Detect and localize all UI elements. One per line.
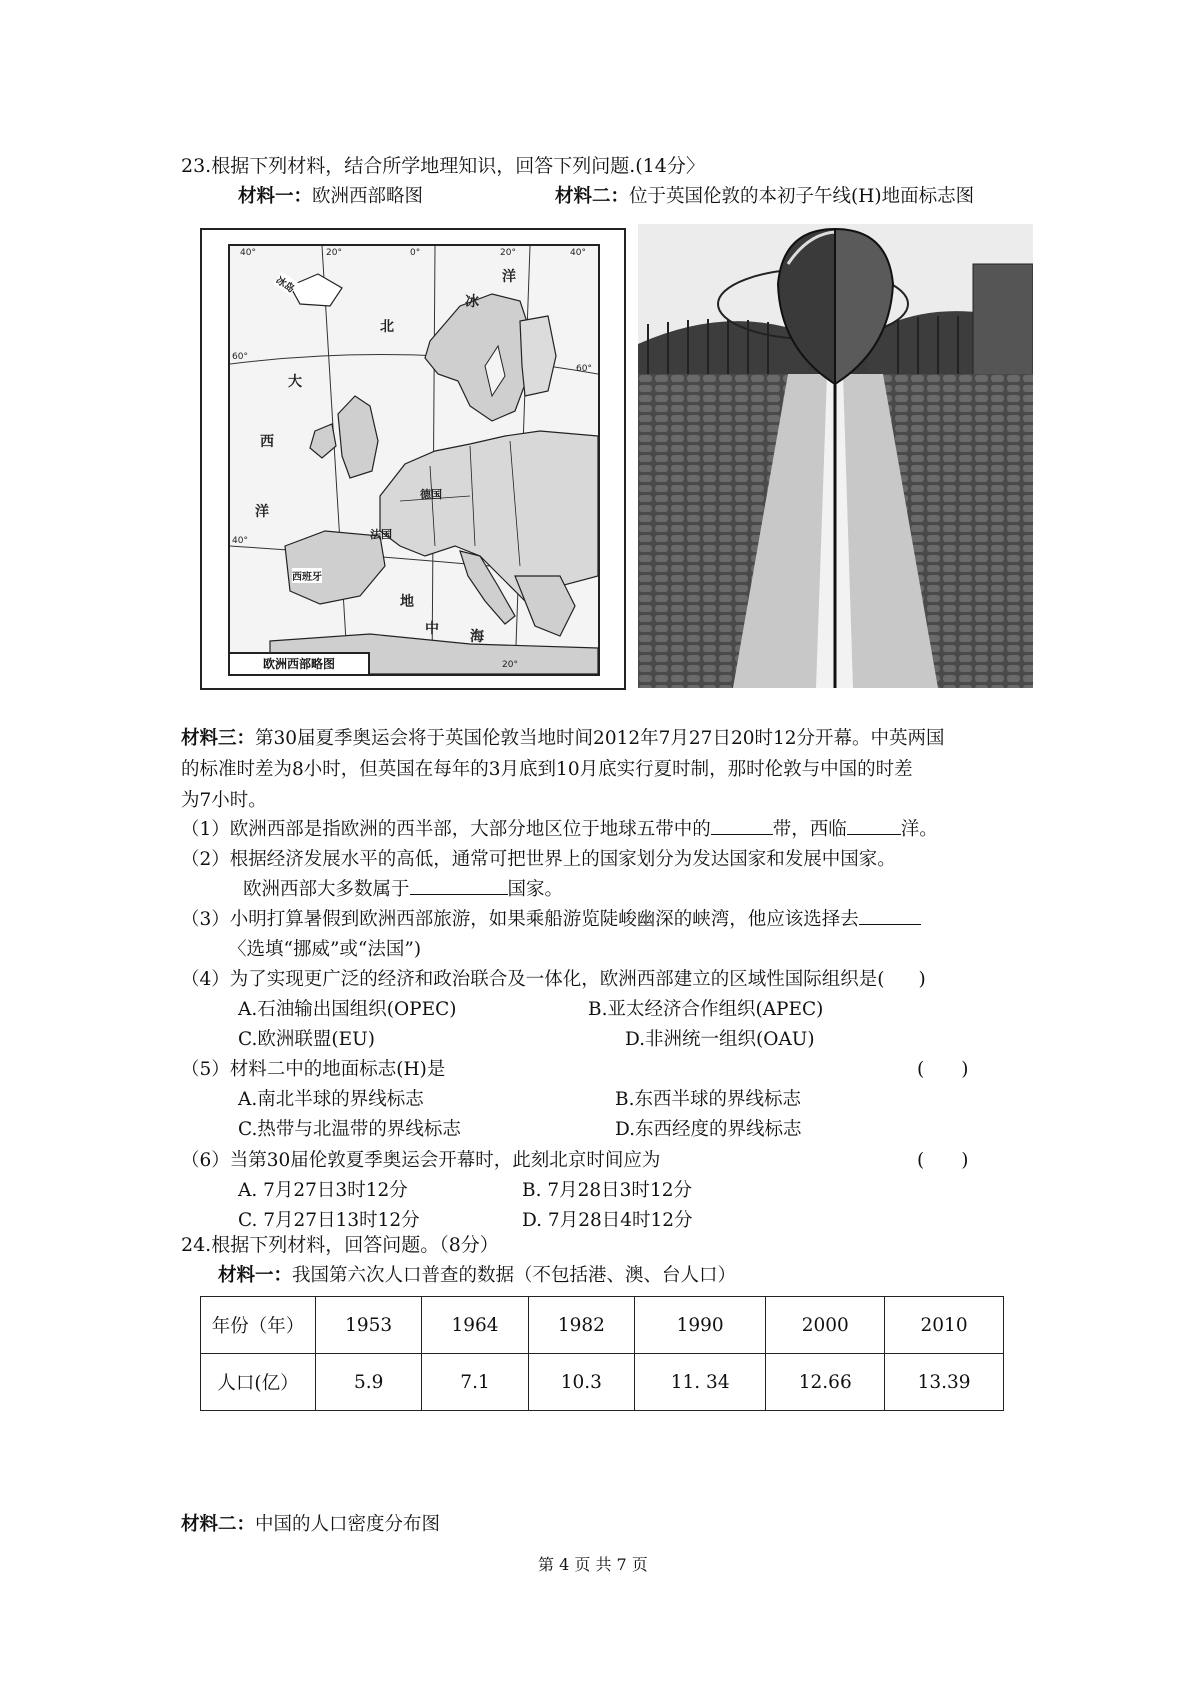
table-cell-year: 2010 <box>885 1297 1004 1354</box>
map-label-hai: 海 <box>470 629 484 645</box>
table-cell-year: 1964 <box>422 1297 528 1354</box>
map-label-zhong: 中 <box>425 621 439 637</box>
question-6-option-d[interactable]: D. 7月28日4时12分 <box>522 1210 693 1231</box>
answer-blank-destination[interactable] <box>859 906 921 925</box>
table-cell-population: 5.9 <box>316 1354 422 1411</box>
question-23-title: 23.根据下列材料，结合所学地理知识，回答下列问题.(14分〉 <box>181 155 705 177</box>
q24-material1-caption <box>218 1261 736 1287</box>
question-4-option-a[interactable]: A.石油输出国组织(OPEC) <box>238 999 457 1020</box>
question-6-option-a[interactable]: A. 7月27日3时12分 <box>238 1180 408 1201</box>
question-2-line-2 <box>243 875 563 901</box>
question-6-option-c[interactable]: C. 7月27日13时12分 <box>238 1210 420 1231</box>
question-1-text-b: 带，西临 <box>772 819 847 840</box>
material3-line-3: 为7小时。 <box>181 790 267 811</box>
table-cell-population: 13.39 <box>885 1354 1004 1411</box>
q24-material2-label: 材料二： <box>181 1514 256 1535</box>
map-degree-9: 20° <box>502 660 518 670</box>
table-cell-population: 11. 34 <box>635 1354 766 1411</box>
map-label-di: 地 <box>400 594 414 610</box>
map-label-yang-north: 洋 <box>502 269 516 285</box>
map-degree-4: 40° <box>570 248 586 258</box>
table-cell-year: 2000 <box>766 1297 885 1354</box>
question-6-stem: （6）当第30届伦敦夏季奥运会开幕时，此刻北京时间应为 <box>181 1150 661 1171</box>
material2-caption <box>555 182 974 208</box>
material1-label: 材料一： <box>238 186 313 207</box>
material2-label: 材料二： <box>555 186 630 207</box>
question-4-stem-text: （4）为了实现更广泛的经济和政治联合及一体化，欧洲西部建立的区域性国际组织是( <box>181 969 885 990</box>
map-label-bei: 北 <box>380 319 394 335</box>
table-header-population: 人口(亿） <box>201 1354 316 1411</box>
population-table <box>200 1296 1004 1411</box>
map-drawing <box>230 246 598 674</box>
question-1 <box>181 815 938 841</box>
question-4-option-c[interactable]: C.欧洲联盟(EU) <box>238 1029 375 1050</box>
answer-blank-ocean[interactable] <box>847 816 901 835</box>
map-label-germany: 德国 <box>420 488 442 501</box>
map-degree-7: 40° <box>232 536 248 546</box>
table-cell-population: 7.1 <box>422 1354 528 1411</box>
map-degree-1: 20° <box>326 248 342 258</box>
western-europe-map <box>228 244 600 676</box>
answer-blank-zone[interactable] <box>711 816 773 835</box>
question-3-line-2: 〈选填“挪威”或“法国”) <box>228 939 422 960</box>
material2-text: 位于英国伦敦的本初子午线(H)地面标志图 <box>629 186 975 207</box>
prime-meridian-marker-photo <box>638 224 1033 688</box>
meridian-photo-drawing <box>638 224 1033 688</box>
answer-paren-q6[interactable]: ( ) <box>917 1150 969 1171</box>
question-5-option-d[interactable]: D.东西经度的界线标志 <box>615 1119 802 1140</box>
page-footer: 第 4 页 共 7 页 <box>538 1555 648 1574</box>
material1-caption <box>238 182 423 208</box>
question-24-title: 24.根据下列材料，回答问题。（8分） <box>181 1234 499 1256</box>
material3-label: 材料三： <box>181 728 256 749</box>
map-label-yang-atlantic: 洋 <box>255 504 269 520</box>
question-4-option-b[interactable]: B.亚太经济合作组织(APEC) <box>588 999 824 1020</box>
table-row-years <box>201 1297 1004 1354</box>
question-4-option-d[interactable]: D.非洲统一组织(OAU) <box>625 1029 815 1050</box>
table-cell-year: 1990 <box>635 1297 766 1354</box>
q24-material2-caption <box>181 1510 440 1536</box>
map-label-iceland: 冰岛 <box>274 272 299 296</box>
question-4-paren-close: ) <box>918 969 926 990</box>
table-cell-population: 10.3 <box>528 1354 634 1411</box>
material3-text-1: 第30届夏季奥运会将于英国伦敦当地时间2012年7月27日20时12分开幕。中英两国 <box>255 728 945 749</box>
question-2-text-a: 欧洲西部大多数属于 <box>243 879 410 900</box>
map-degree-3: 20° <box>500 248 516 258</box>
question-5-stem: （5）材料二中的地面标志(H)是 <box>181 1059 446 1080</box>
map-degree-5: 60° <box>232 352 248 362</box>
table-cell-year: 1982 <box>528 1297 634 1354</box>
map-caption: 欧洲西部略图 <box>230 652 370 674</box>
question-5-option-c[interactable]: C.热带与北温带的界线标志 <box>238 1119 461 1140</box>
table-cell-year: 1953 <box>316 1297 422 1354</box>
question-3-text: （3）小明打算暑假到欧洲西部旅游，如果乘船游览陡峻幽深的峡湾，他应该选择去 <box>181 909 859 930</box>
map-degree-0: 40° <box>240 248 256 258</box>
question-1-text-c: 洋。 <box>900 819 938 840</box>
question-2-line-1: （2）根据经济发展水平的高低，通常可把世界上的国家划分为发达国家和发展中国家。 <box>181 849 896 870</box>
question-2-text-b: 国家。 <box>507 879 564 900</box>
map-degree-6: 60° <box>576 364 592 374</box>
q24-material1-text: 我国第六次人口普查的数据（不包括港、澳、台人口） <box>292 1265 737 1286</box>
map-label-france: 法国 <box>370 528 392 541</box>
map-label-xi: 西 <box>260 434 274 450</box>
table-header-year: 年份（年） <box>201 1297 316 1354</box>
question-3-line-1 <box>181 905 921 931</box>
q24-material1-label: 材料一： <box>218 1265 293 1286</box>
map-label-bing: 冰 <box>465 294 479 310</box>
answer-blank-country-type[interactable] <box>410 876 508 895</box>
map-label-da: 大 <box>288 374 302 390</box>
question-6-option-b[interactable]: B. 7月28日3时12分 <box>522 1180 692 1201</box>
answer-paren-q5[interactable]: ( ) <box>917 1059 969 1080</box>
question-5-option-a[interactable]: A.南北半球的界线标志 <box>238 1089 424 1110</box>
material3-line-1 <box>181 724 945 750</box>
material3-line-2: 的标准时差为8小时，但英国在每年的3月底到10月底实行夏时制，那时伦敦与中国的时差 <box>181 759 913 780</box>
table-cell-population: 12.66 <box>766 1354 885 1411</box>
question-1-text-a: （1）欧洲西部是指欧洲的西半部，大部分地区位于地球五带中的 <box>181 819 711 840</box>
q24-material2-text: 中国的人口密度分布图 <box>255 1514 441 1535</box>
table-row-population <box>201 1354 1004 1411</box>
map-label-spain: 西班牙 <box>292 568 322 583</box>
question-5-option-b[interactable]: B.东西半球的界线标志 <box>615 1089 801 1110</box>
map-degree-2: 0° <box>410 248 421 258</box>
question-4-stem <box>181 965 926 991</box>
material1-text: 欧洲西部略图 <box>312 186 424 207</box>
